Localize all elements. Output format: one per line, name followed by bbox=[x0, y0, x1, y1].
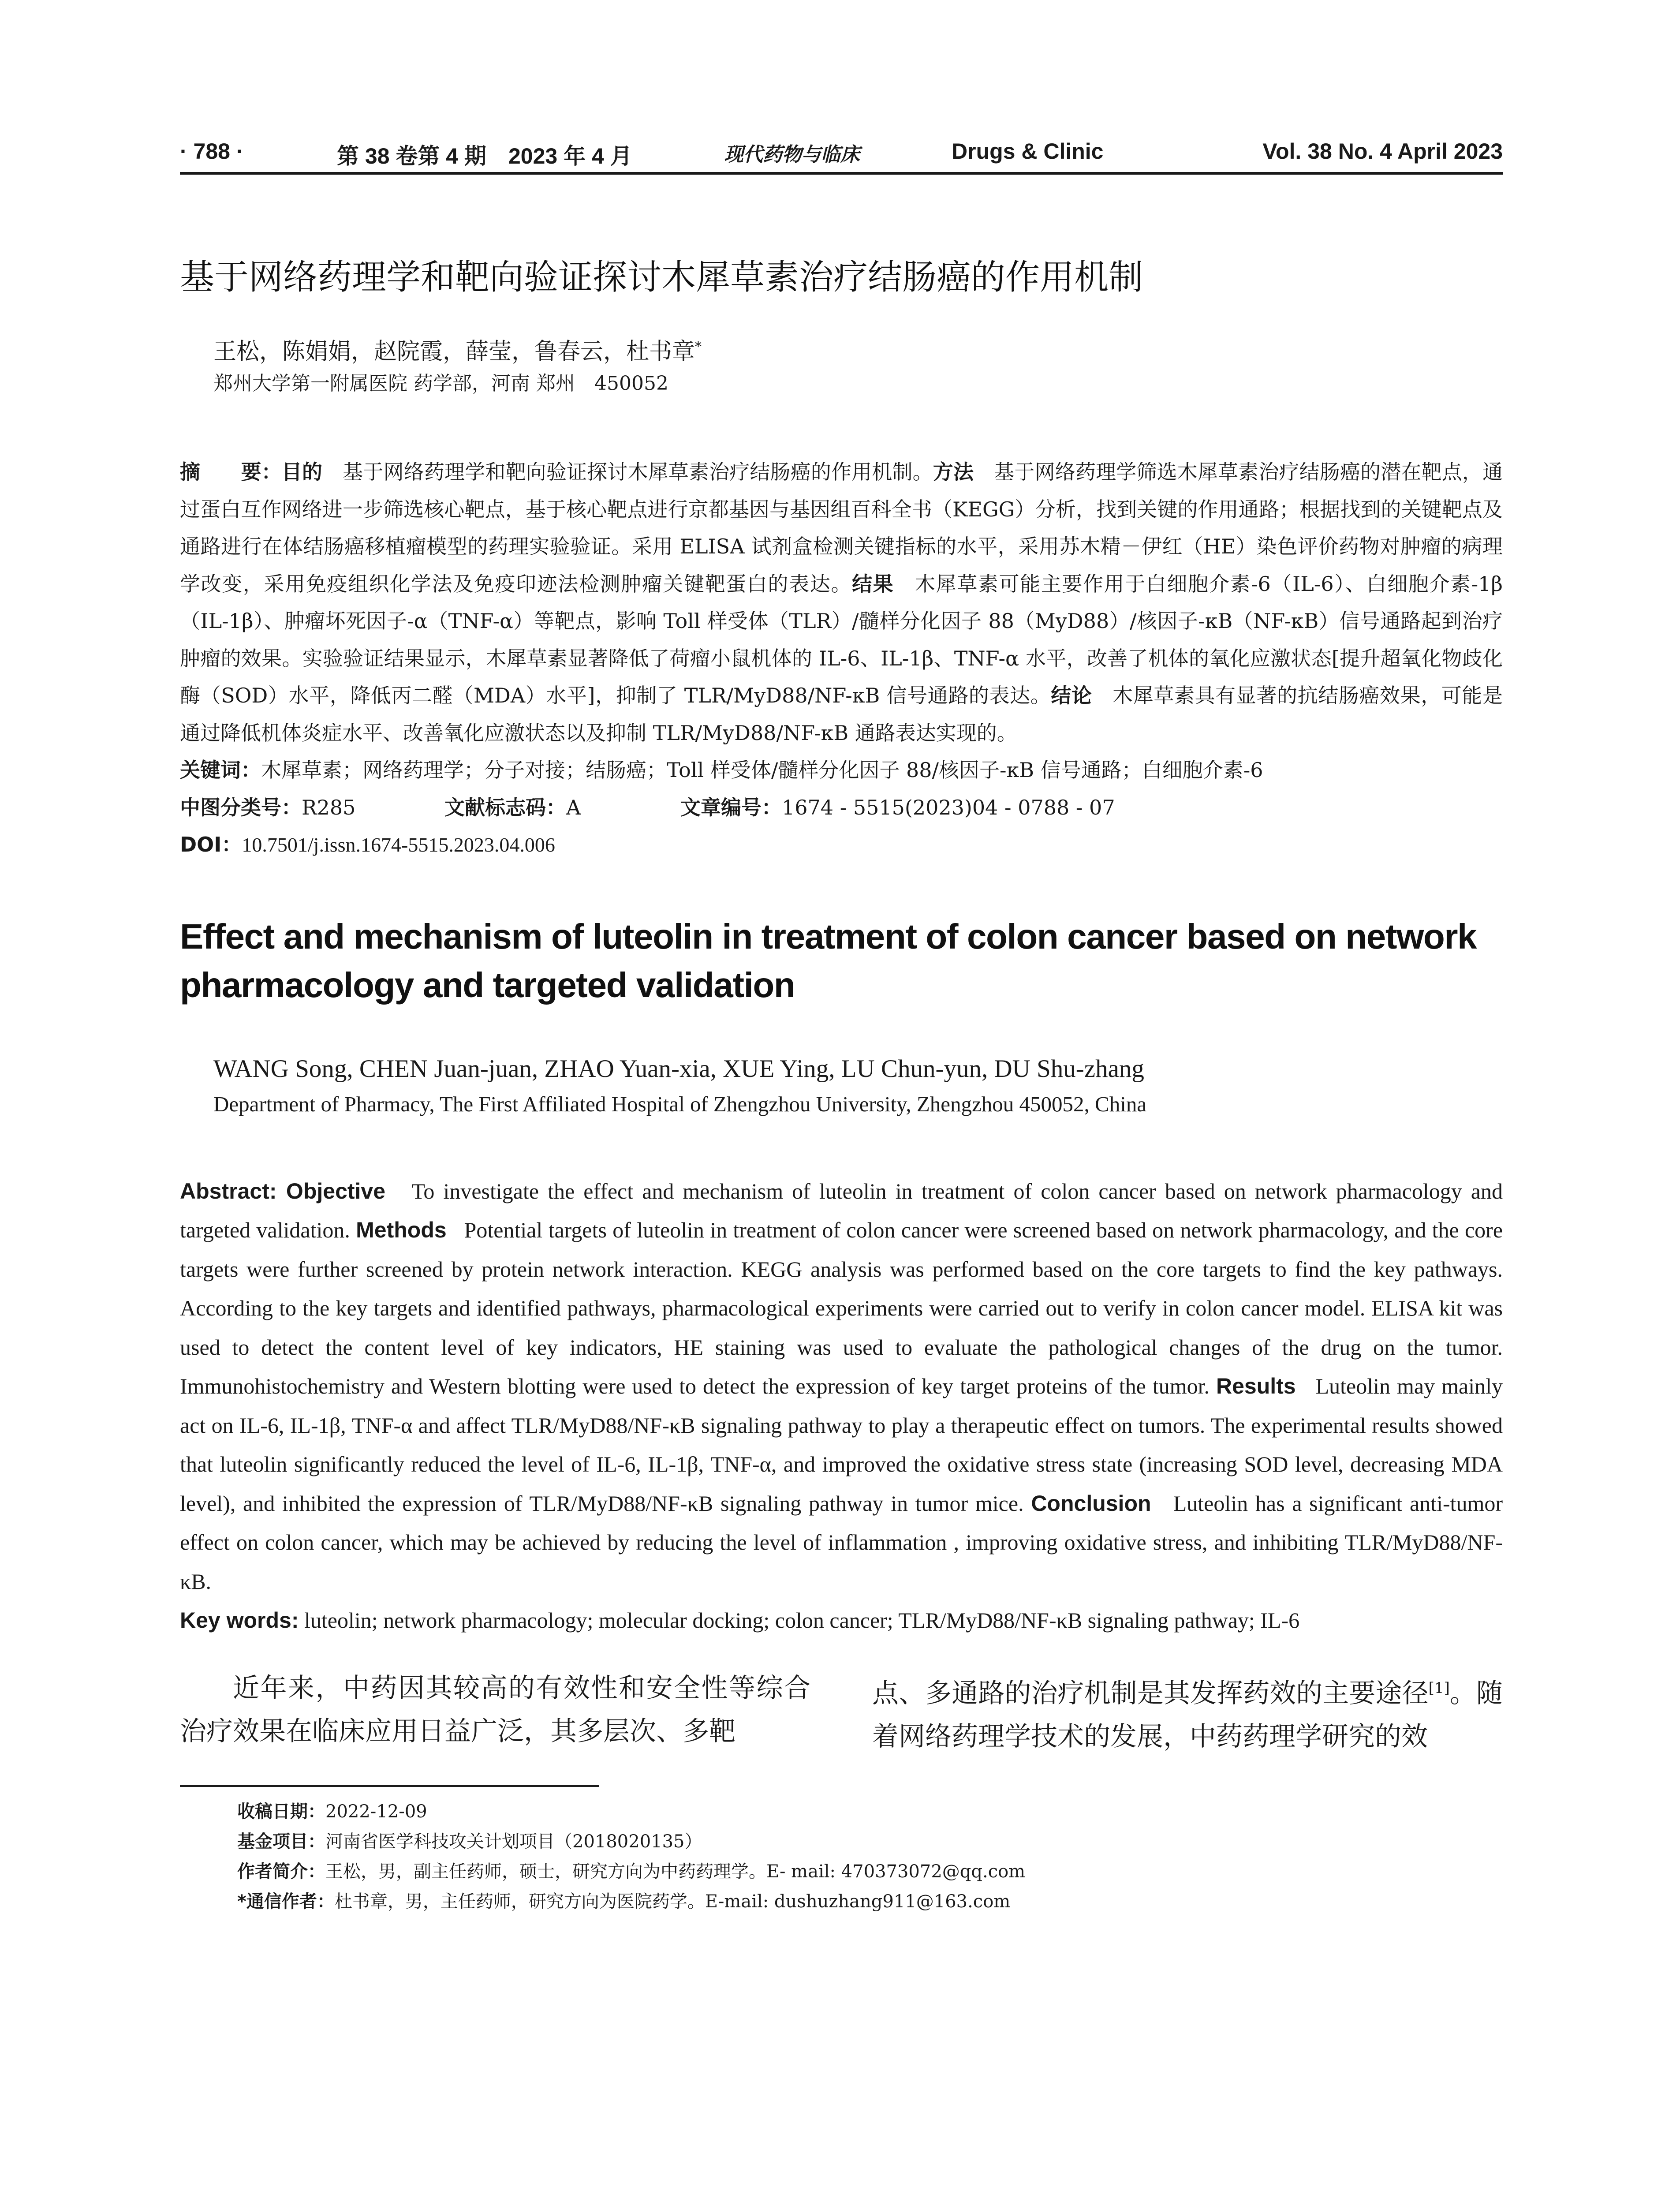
body-text bbox=[180, 1667, 1503, 1758]
classification-line bbox=[180, 789, 1503, 826]
corresponding-mark: * bbox=[695, 339, 702, 355]
affiliation-en: Department of Pharmacy, The First Affiliated Hospital of Zhengzhou University, Zhengzhou 450052, China bbox=[213, 1091, 1147, 1116]
fund-text: 河南省医学科技攻关计划项目（2018020135） bbox=[325, 1831, 702, 1852]
issue-info-cn: 第 38 卷第 4 期 2023 年 4 月 bbox=[337, 144, 632, 168]
methods-cn: 基于网络药理学筛选木犀草素治疗结肠癌的潜在靶点，通过蛋白互作网络进一步筛选核心靶点，基于核心靶点进行京都基因与基因组百科全书（KEGG）分析，找到关键的作用通路；根据找到的关键靶点及通路进行在体结肠癌移植瘤模型的药理实验验证。采用 ELISA 试剂盒检测关键指标的水平，采用苏木精－伊红（HE）染色评价药物对肿瘤的病理学改变，采用免疫组织化学法及免疫印迹法检测肿瘤关键靶蛋白的表达。 bbox=[180, 460, 1503, 596]
title-en: Effect and mechanism of luteolin in treatment of colon cancer based on network pharmacology and targeted validation bbox=[180, 916, 1477, 1005]
footnote-fund bbox=[237, 1827, 1503, 1857]
corr-label: *通信作者： bbox=[237, 1891, 335, 1912]
conclusion-cn: 木犀草素具有显著的抗结肠癌效果，可能是通过降低机体炎症水平、改善氧化应激状态以及抑制 TLR/MyD88/NF-κB 通路表达实现的。 bbox=[180, 684, 1503, 745]
footnotes bbox=[237, 1797, 1503, 1917]
keywords-en bbox=[180, 1601, 1503, 1640]
fund-label: 基金项目： bbox=[237, 1831, 325, 1852]
keywords-cn bbox=[180, 751, 1503, 789]
objective-cn: 基于网络药理学和靶向验证探讨木犀草素治疗结肠癌的作用机制。 bbox=[343, 460, 933, 484]
affiliation-cn: 郑州大学第一附属医院 药学部，河南 郑州 450052 bbox=[213, 372, 668, 395]
bio-text: 王松，男，副主任药师，硕士，研究方向为中药药理学。E- mail: 470373072@qq.com bbox=[325, 1861, 1026, 1882]
keywords-cn-label: 关键词： bbox=[180, 758, 261, 782]
footnote-author-bio bbox=[237, 1857, 1503, 1887]
title-cn: 基于网络药理学和靶向验证探讨木犀草素治疗结肠癌的作用机制 bbox=[180, 258, 1143, 297]
doc-code-label: 文献标志码： bbox=[444, 795, 566, 819]
doc-code-value: A bbox=[566, 795, 581, 819]
conclusion-cn-label: 结论 bbox=[1051, 684, 1092, 708]
article-no-value: 1674 - 5515(2023)04 - 0788 - 07 bbox=[782, 795, 1115, 819]
abstract-en bbox=[180, 1172, 1503, 1601]
bio-label: 作者简介： bbox=[237, 1861, 325, 1882]
body-right-part2: 。随着网络药理学技术的发展，中药药理学研究的效 bbox=[872, 1678, 1503, 1752]
authors-en: WANG Song, CHEN Juan-juan, ZHAO Yuan-xia, XUE Ying, LU Chun-yun, DU Shu-zhang bbox=[213, 1054, 1144, 1083]
conclusion-en: Luteolin has a significant anti-tumor effect on colon cancer, which may be achieved by reducing the level of inflammation , improving oxidative stress, and inhibiting TLR/MyD88/NF-κB. bbox=[180, 1491, 1503, 1594]
abstract-cn-label: 摘 要： bbox=[180, 460, 282, 484]
received-date: 2022-12-09 bbox=[325, 1801, 427, 1822]
objective-cn-label: 目的 bbox=[281, 460, 323, 484]
body-column-right bbox=[872, 1667, 1503, 1758]
body-paragraph-left: 近年来，中药因其较高的有效性和安全性等综合治疗效果在临床应用日益广泛，其多层次、多靶 bbox=[180, 1672, 810, 1747]
methods-en: Potential targets of luteolin in treatment of colon cancer were screened based on network pharmacology, and the core targets were further screened by protein network interaction. KEGG analysis was performed based on the core targets to find the key pathways. According to the key targets and identified pathways, pharmacological experiments were carried out to verify in colon cancer model. ELISA kit was used to detect the content level of key indicators, HE staining was used to evaluate the pathological changes of the drug on the tumor. Immunohistochemistry and Western blotting were used to detect the expression of key target proteins of the tumor. bbox=[180, 1218, 1503, 1399]
running-header bbox=[180, 137, 1503, 175]
authors-cn bbox=[213, 332, 1503, 367]
received-label: 收稿日期： bbox=[237, 1801, 325, 1822]
footnote-corresponding bbox=[237, 1887, 1503, 1917]
doi-label: DOI： bbox=[180, 833, 242, 857]
results-cn: 木犀草素可能主要作用于白细胞介素-6（IL-6）、白细胞介素-1β（IL-1β）、肿瘤坏死因子-α（TNF-α）等靶点，影响 Toll 样受体（TLR）/髓样分化因子 88（MyD88）/核因子-κB（NF-κB）信号通路起到治疗肿瘤的效果。实验验证结果显示，木犀草素显著降低了荷瘤小鼠机体的 IL-6、IL-1β、TNF-α 水平，改善了机体的氧化应激状态[提升超氧化物歧化酶（SOD）水平，降低丙二醛（MDA）水平]，抑制了 TLR/MyD88/NF-κB 信号通路的表达。 bbox=[180, 572, 1503, 708]
methods-en-label: Methods bbox=[356, 1218, 447, 1243]
conclusion-en-label: Conclusion bbox=[1031, 1491, 1151, 1516]
abstract-cn bbox=[180, 453, 1503, 751]
keywords-cn-text: 木犀草素；网络药理学；分子对接；结肠癌；Toll 样受体/髓样分化因子 88/核因子-κB 信号通路；白细胞介素-6 bbox=[261, 758, 1263, 782]
doi-value[interactable]: 10.7501/j.issn.1674-5515.2023.04.006 bbox=[242, 833, 555, 856]
footnote-divider bbox=[180, 1785, 599, 1787]
body-right-part1: 点、多通路的治疗机制是其发挥药效的主要途径 bbox=[872, 1678, 1429, 1709]
methods-cn-label: 方法 bbox=[933, 460, 974, 484]
body-column-left bbox=[180, 1667, 810, 1758]
article-no-label: 文章编号： bbox=[680, 795, 782, 819]
footnote-received bbox=[237, 1797, 1503, 1827]
body-paragraph-right bbox=[872, 1667, 1503, 1758]
keywords-en-label: Key words: bbox=[180, 1608, 299, 1633]
objective-en: To investigate the effect and mechanism of luteolin in treatment of colon cancer based on network pharmacology and targeted validation. bbox=[180, 1178, 1503, 1243]
results-cn-label: 结果 bbox=[852, 572, 894, 596]
page-number: · 788 · bbox=[180, 139, 244, 164]
corr-text: 杜书章，男，主任药师，研究方向为医院药学。E-mail: dushuzhang911@163.com bbox=[334, 1891, 1011, 1912]
reference-citation[interactable]: [1] bbox=[1428, 1679, 1450, 1697]
clc-label: 中图分类号： bbox=[180, 795, 302, 819]
doi-line bbox=[180, 826, 1503, 864]
volume-info-en: Vol. 38 No. 4 April 2023 bbox=[1262, 139, 1503, 164]
journal-name-en: Drugs & Clinic bbox=[952, 139, 1104, 164]
clc-value: R285 bbox=[302, 795, 356, 819]
results-en-label: Results bbox=[1216, 1374, 1296, 1399]
keywords-en-text: luteolin; network pharmacology; molecular docking; colon cancer; TLR/MyD88/NF-κB signaling pathway; IL-6 bbox=[304, 1608, 1300, 1633]
article-page bbox=[180, 137, 1503, 1917]
abstract-en-label: Abstract: Objective bbox=[180, 1178, 386, 1203]
journal-name-cn: 现代药物与临床 bbox=[724, 143, 860, 166]
results-en: Luteolin may mainly act on IL-6, IL-1β, TNF-α and affect TLR/MyD88/NF-κB signaling pathway to play a therapeutic effect on tumors. The experimental results showed that luteolin significantly reduced the level of IL-6, IL-1β, TNF-α, and improved the oxidative stress state (increasing SOD level, decreasing MDA level), and inhibited the expression of TLR/MyD88/NF-κB signaling pathway in tumor mice. bbox=[180, 1374, 1503, 1516]
authors-cn-names: 王松，陈娟娟，赵院霞，薛莹，鲁春云，杜书章 bbox=[213, 338, 695, 365]
